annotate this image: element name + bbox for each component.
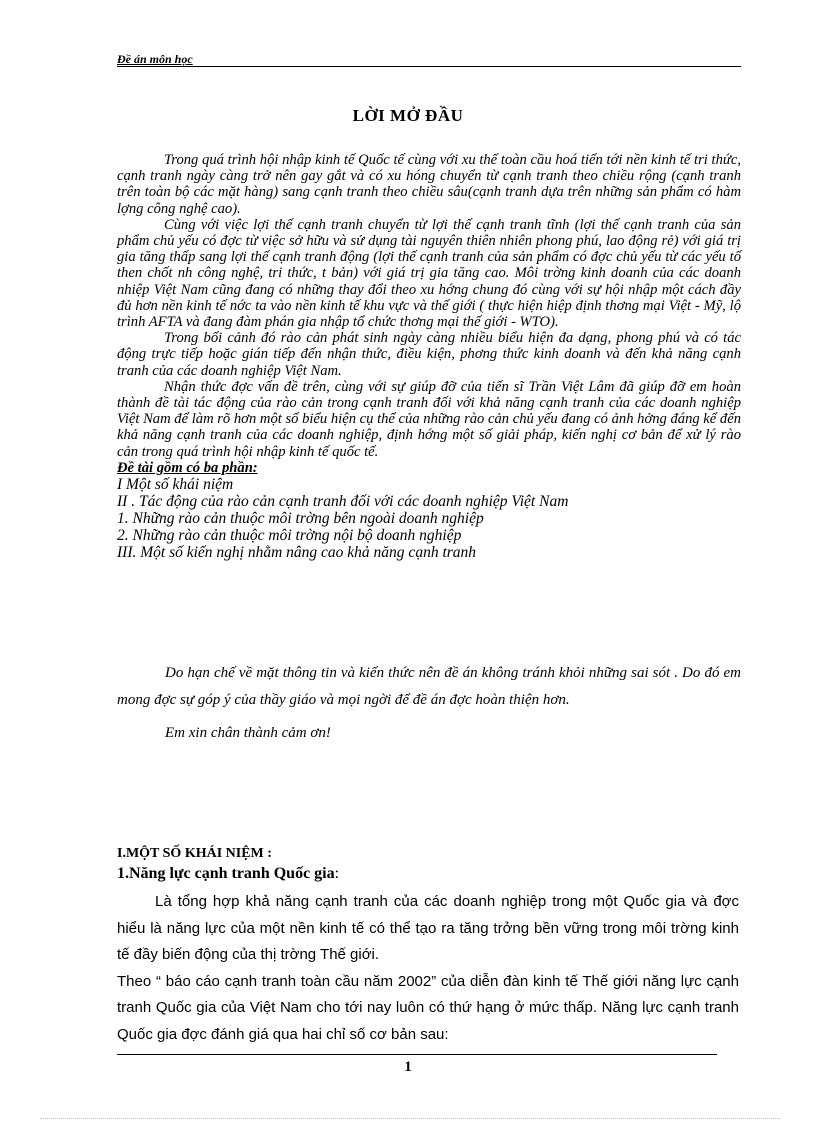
limitation-paragraph: Do hạn chế về mặt thông tin và kiến thức nên đề án không tránh khỏi những sai sót . Do đó em mong đợc sự góp ý của thầy giáo và mọi ngời để đề án đợc hoàn thiện hơn.	[117, 665, 741, 708]
section-heading: I.MỘT SỐ KHÁI NIỆM :	[117, 846, 272, 861]
closing-section	[117, 660, 741, 747]
list-item: 2. Những rào cản thuộc môi trờng nội bộ doanh nghiệp	[117, 527, 462, 545]
intro-paragraph: Trong bối cảnh đó rào cản phát sinh ngày càng nhiều biểu hiện đa dạng, phong phú và có tác động trực tiếp hoặc gián tiếp đến nhận thức, điều kiện, phơng thức kinh doanh và đến khả năng cạnh tranh của các doanh nghiệp Việt Nam.	[117, 330, 741, 379]
page-number: 1	[404, 1059, 412, 1075]
intro-paragraph: Cùng với việc lợi thế cạnh tranh chuyển từ lợi thế cạnh tranh tĩnh (lợi thế cạnh tranh của sản phẩm chủ yếu có đợc từ việc sở hữu và sử dụng tài nguyên thiên nhiên phong phú, lao động rẻ) với giá trị gia tăng thấp sang lợi thế cạnh tranh động (lợi thế cạnh tranh của sản phẩm có đợc chủ yếu từ các yếu tố then chốt nh công nghệ, tri thức, t bản) với giá trị gia tăng cao. Môi trờng kinh doanh của các doanh nhiệp Việt Nam cũng đang có những thay đổi theo xu hớng chung đó cùng với sự hội nhập một cách đầy đủ hơn nền kinh tế nớc ta vào nền kinh tế khu vực và thế giới ( thực hiện hiệp định thơng mại Việt - Mỹ, lộ trình AFTA và đang đàm phán gia nhập tổ chức thơng mại thế giới - WTO).	[117, 216, 741, 331]
page-edge-divider	[40, 1118, 780, 1119]
list-item: I Một số khái niệm	[117, 476, 234, 494]
list-item: II . Tác động của rào cản cạnh tranh đối với các doanh nghiệp Việt Nam	[117, 493, 569, 511]
list-item: 1. Những rào cản thuộc môi trờng bên ngoài doanh nghiệp	[117, 510, 484, 528]
footer-divider	[117, 1054, 717, 1055]
intro-section	[117, 152, 741, 561]
intro-paragraph: Nhận thức đợc vấn đề trên, cùng với sự giúp đỡ của tiến sĩ Trần Việt Lâm đã giúp đỡ em hoàn thành đề tài tác động của rào cản trong cạnh tranh đối với khả năng cạnh tranh của các doanh nghiệp Việt Nam để làm rõ hơn một số biểu hiện cụ thể của những rào cản chủ yếu đang có ảnh hởng đáng kể đến khả năng cạnh tranh của các doanh nghiệp, định hớng một số giải pháp, kiến nghị cơ bản để xử lý rào cản trong quá trình hội nhập kinh tế quốc tế.	[117, 378, 741, 460]
page-title: LỜI MỞ ĐẦU	[352, 106, 464, 125]
thanks-paragraph: Em xin chân thành cảm ơn!	[165, 725, 331, 741]
body-paragraph: Theo “ báo cáo cạnh tranh toàn cầu năm 2002” của diễn đàn kinh tế Thế giới năng lực cạnh tranh Quốc gia của Việt Nam cho tới nay luôn có thứ hạng ở mức thấp. Năng lực cạnh tranh Quốc gia đợc đánh giá qua hai chỉ số cơ bản sau:	[117, 972, 739, 1043]
parts-heading: Đề tài gồm có ba phần:	[117, 459, 258, 476]
subheading-colon: :	[334, 865, 340, 882]
body-paragraph: Là tổng hợp khả năng cạnh tranh của các doanh nghiệp trong một Quốc gia và đợc hiểu là năng lực của một nền kinh tế có thể tạo ra tăng trởng bền vững trong môi trờng kinh tế đầy biến động của thị trờng Thế giới.	[117, 893, 739, 963]
section-subheading	[117, 865, 739, 883]
header-text: Đề án môn học	[117, 52, 193, 66]
subheading-text: 1.Năng lực cạnh tranh Quốc gia	[117, 865, 335, 882]
page-header	[117, 50, 741, 67]
concepts-section	[117, 846, 739, 1048]
list-item: III. Một số kiến nghị nhằm nâng cao khả năng cạnh tranh	[117, 544, 477, 562]
parts-list	[117, 476, 741, 561]
intro-paragraph: Trong quá trình hội nhập kinh tế Quốc tế cùng với xu thế toàn cầu hoá tiến tới nền kinh tế tri thức, cạnh tranh ngày càng trở nên gay gắt và có xu hóng chuyển từ cạnh tranh theo chiều rộng (cạnh tranh trên toàn bộ các mặt hàng) sang cạnh tranh theo chiều sâu(cạnh tranh dựa trên những sản phẩm có hàm lợng công nghệ cao).	[117, 152, 741, 217]
